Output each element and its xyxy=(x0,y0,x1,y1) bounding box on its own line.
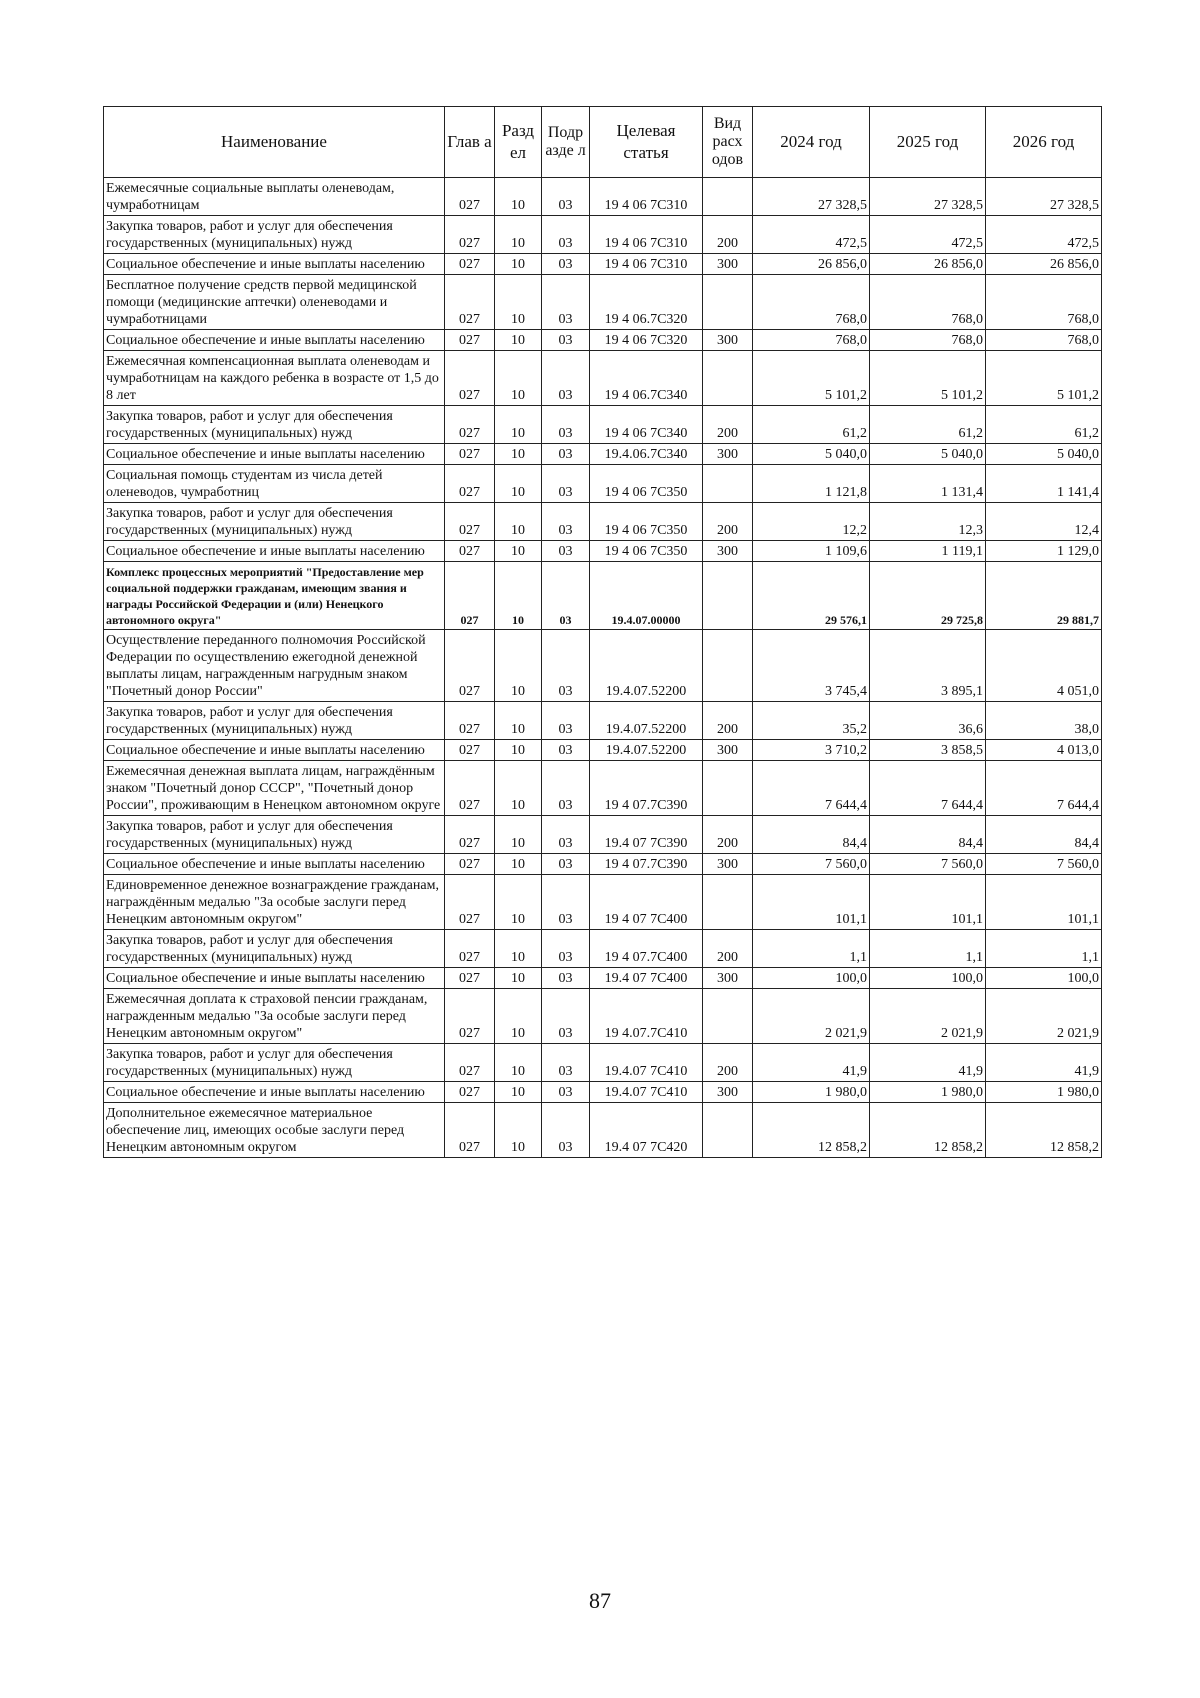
cell-podrazdel: 03 xyxy=(542,330,590,351)
cell-2025: 2 021,9 xyxy=(870,989,986,1044)
cell-2025: 1,1 xyxy=(870,930,986,968)
cell-name: Ежемесячная компенсационная выплата оленеводам и чумработницам на каждого ребенка в возрасте от 1,5 до 8 лет xyxy=(104,351,445,406)
cell-vid: 200 xyxy=(703,930,753,968)
cell-vid: 200 xyxy=(703,816,753,854)
cell-razdel: 10 xyxy=(495,178,542,216)
cell-podrazdel: 03 xyxy=(542,875,590,930)
header-2025: 2025 год xyxy=(870,107,986,178)
table-row xyxy=(104,465,1102,503)
cell-glava: 027 xyxy=(445,351,495,406)
cell-target: 19 4 06 7C350 xyxy=(590,503,703,541)
cell-2026: 27 328,5 xyxy=(986,178,1102,216)
cell-name: Социальное обеспечение и иные выплаты населению xyxy=(104,541,445,562)
cell-2026: 12,4 xyxy=(986,503,1102,541)
cell-glava: 027 xyxy=(445,330,495,351)
cell-vid xyxy=(703,465,753,503)
cell-target: 19 4 07.7C400 xyxy=(590,930,703,968)
cell-2026: 5 101,2 xyxy=(986,351,1102,406)
cell-glava: 027 xyxy=(445,406,495,444)
cell-podrazdel: 03 xyxy=(542,740,590,761)
cell-target: 19.4.07.52200 xyxy=(590,630,703,702)
cell-podrazdel: 03 xyxy=(542,989,590,1044)
cell-2024: 5 040,0 xyxy=(753,444,870,465)
cell-glava: 027 xyxy=(445,562,495,630)
table-row xyxy=(104,216,1102,254)
cell-target: 19.4.06.7C340 xyxy=(590,444,703,465)
cell-razdel: 10 xyxy=(495,761,542,816)
table-row xyxy=(104,630,1102,702)
cell-2024: 1 109,6 xyxy=(753,541,870,562)
cell-2025: 101,1 xyxy=(870,875,986,930)
cell-2024: 768,0 xyxy=(753,275,870,330)
cell-2024: 1 121,8 xyxy=(753,465,870,503)
cell-razdel: 10 xyxy=(495,1082,542,1103)
cell-target: 19 4 07.7C390 xyxy=(590,854,703,875)
cell-glava: 027 xyxy=(445,275,495,330)
cell-glava: 027 xyxy=(445,816,495,854)
cell-razdel: 10 xyxy=(495,740,542,761)
cell-2024: 12 858,2 xyxy=(753,1103,870,1158)
cell-2025: 26 856,0 xyxy=(870,254,986,275)
cell-target: 19.4 07 7C400 xyxy=(590,968,703,989)
header-vid: Вид расх одов xyxy=(703,107,753,178)
cell-target: 19.4.07.00000 xyxy=(590,562,703,630)
cell-podrazdel: 03 xyxy=(542,854,590,875)
table-row xyxy=(104,854,1102,875)
cell-glava: 027 xyxy=(445,178,495,216)
cell-razdel: 10 xyxy=(495,968,542,989)
cell-vid: 300 xyxy=(703,854,753,875)
header-2024: 2024 год xyxy=(753,107,870,178)
cell-2026: 4 051,0 xyxy=(986,630,1102,702)
cell-glava: 027 xyxy=(445,930,495,968)
header-2026: 2026 год xyxy=(986,107,1102,178)
table-row xyxy=(104,989,1102,1044)
table-row xyxy=(104,254,1102,275)
cell-podrazdel: 03 xyxy=(542,444,590,465)
cell-name: Социальная помощь студентам из числа детей оленеводов, чумработниц xyxy=(104,465,445,503)
cell-2024: 3 710,2 xyxy=(753,740,870,761)
cell-razdel: 10 xyxy=(495,254,542,275)
cell-razdel: 10 xyxy=(495,406,542,444)
cell-name: Закупка товаров, работ и услуг для обеспечения государственных (муниципальных) нужд xyxy=(104,930,445,968)
cell-podrazdel: 03 xyxy=(542,761,590,816)
cell-podrazdel: 03 xyxy=(542,178,590,216)
cell-vid xyxy=(703,761,753,816)
cell-2025: 1 119,1 xyxy=(870,541,986,562)
cell-podrazdel: 03 xyxy=(542,930,590,968)
table-header-row xyxy=(104,107,1102,178)
cell-vid xyxy=(703,630,753,702)
cell-2024: 12,2 xyxy=(753,503,870,541)
cell-2026: 41,9 xyxy=(986,1044,1102,1082)
cell-target: 19 4 06 7C310 xyxy=(590,216,703,254)
page-number: 87 xyxy=(589,1588,611,1613)
cell-2025: 12,3 xyxy=(870,503,986,541)
header-name: Наименование xyxy=(104,107,445,178)
cell-vid xyxy=(703,275,753,330)
cell-2024: 84,4 xyxy=(753,816,870,854)
table-row xyxy=(104,1044,1102,1082)
cell-name: Социальное обеспечение и иные выплаты населению xyxy=(104,1082,445,1103)
table-row xyxy=(104,702,1102,740)
cell-2025: 41,9 xyxy=(870,1044,986,1082)
table-row xyxy=(104,968,1102,989)
cell-vid xyxy=(703,989,753,1044)
cell-2024: 768,0 xyxy=(753,330,870,351)
table-row xyxy=(104,740,1102,761)
cell-razdel: 10 xyxy=(495,444,542,465)
cell-2025: 100,0 xyxy=(870,968,986,989)
cell-2026: 7 644,4 xyxy=(986,761,1102,816)
cell-podrazdel: 03 xyxy=(542,968,590,989)
cell-razdel: 10 xyxy=(495,816,542,854)
cell-glava: 027 xyxy=(445,702,495,740)
cell-name: Социальное обеспечение и иные выплаты населению xyxy=(104,740,445,761)
cell-2026: 1 129,0 xyxy=(986,541,1102,562)
cell-target: 19.4.07.52200 xyxy=(590,740,703,761)
table-row xyxy=(104,406,1102,444)
cell-razdel: 10 xyxy=(495,1044,542,1082)
cell-target: 19 4 06.7C320 xyxy=(590,275,703,330)
cell-glava: 027 xyxy=(445,968,495,989)
cell-podrazdel: 03 xyxy=(542,1044,590,1082)
cell-glava: 027 xyxy=(445,254,495,275)
cell-2026: 100,0 xyxy=(986,968,1102,989)
cell-2024: 7 644,4 xyxy=(753,761,870,816)
table-row xyxy=(104,761,1102,816)
cell-2026: 472,5 xyxy=(986,216,1102,254)
cell-name: Осуществление переданного полномочия Российской Федерации по осуществлению ежегодной денежной выплаты лицам, награжденным нагрудным знаком "Почетный донор России" xyxy=(104,630,445,702)
cell-razdel: 10 xyxy=(495,351,542,406)
table-row xyxy=(104,1082,1102,1103)
cell-podrazdel: 03 xyxy=(542,1103,590,1158)
cell-2024: 1 980,0 xyxy=(753,1082,870,1103)
cell-razdel: 10 xyxy=(495,930,542,968)
cell-2024: 7 560,0 xyxy=(753,854,870,875)
cell-name: Ежемесячная доплата к страховой пенсии гражданам, награжденным медалью "За особые заслуги перед Ненецким автономным округом" xyxy=(104,989,445,1044)
cell-vid: 300 xyxy=(703,968,753,989)
cell-2025: 84,4 xyxy=(870,816,986,854)
cell-target: 19 4 06 7C340 xyxy=(590,406,703,444)
table-row xyxy=(104,816,1102,854)
cell-vid: 300 xyxy=(703,254,753,275)
cell-2025: 7 644,4 xyxy=(870,761,986,816)
cell-2025: 61,2 xyxy=(870,406,986,444)
table-row xyxy=(104,930,1102,968)
cell-2025: 768,0 xyxy=(870,330,986,351)
header-target: Целевая статья xyxy=(590,107,703,178)
budget-table xyxy=(103,106,1102,1158)
cell-name: Социальное обеспечение и иные выплаты населению xyxy=(104,854,445,875)
cell-glava: 027 xyxy=(445,1082,495,1103)
cell-name: Единовременное денежное вознаграждение гражданам, награждённым медалью "За особые заслуги перед Ненецким автономным округом" xyxy=(104,875,445,930)
cell-2024: 41,9 xyxy=(753,1044,870,1082)
cell-2024: 35,2 xyxy=(753,702,870,740)
cell-2026: 26 856,0 xyxy=(986,254,1102,275)
cell-name: Закупка товаров, работ и услуг для обеспечения государственных (муниципальных) нужд xyxy=(104,702,445,740)
cell-razdel: 10 xyxy=(495,702,542,740)
table-body xyxy=(104,178,1102,1158)
cell-podrazdel: 03 xyxy=(542,541,590,562)
cell-razdel: 10 xyxy=(495,875,542,930)
cell-vid xyxy=(703,1103,753,1158)
cell-2024: 27 328,5 xyxy=(753,178,870,216)
cell-podrazdel: 03 xyxy=(542,630,590,702)
cell-vid: 200 xyxy=(703,702,753,740)
cell-glava: 027 xyxy=(445,216,495,254)
cell-2025: 768,0 xyxy=(870,275,986,330)
cell-2026: 4 013,0 xyxy=(986,740,1102,761)
cell-2024: 3 745,4 xyxy=(753,630,870,702)
cell-name: Закупка товаров, работ и услуг для обеспечения государственных (муниципальных) нужд xyxy=(104,816,445,854)
cell-2025: 3 858,5 xyxy=(870,740,986,761)
cell-podrazdel: 03 xyxy=(542,562,590,630)
cell-2025: 36,6 xyxy=(870,702,986,740)
cell-2024: 29 576,1 xyxy=(753,562,870,630)
cell-2024: 472,5 xyxy=(753,216,870,254)
cell-podrazdel: 03 xyxy=(542,1082,590,1103)
cell-razdel: 10 xyxy=(495,216,542,254)
cell-2025: 29 725,8 xyxy=(870,562,986,630)
cell-podrazdel: 03 xyxy=(542,816,590,854)
cell-2025: 5 040,0 xyxy=(870,444,986,465)
cell-target: 19 4 06 7C350 xyxy=(590,541,703,562)
cell-name: Закупка товаров, работ и услуг для обеспечения государственных (муниципальных) нужд xyxy=(104,1044,445,1082)
cell-target: 19.4.07.52200 xyxy=(590,702,703,740)
cell-glava: 027 xyxy=(445,630,495,702)
cell-target: 19 4 07.7C390 xyxy=(590,761,703,816)
cell-2025: 7 560,0 xyxy=(870,854,986,875)
cell-2025: 1 131,4 xyxy=(870,465,986,503)
cell-razdel: 10 xyxy=(495,630,542,702)
cell-name: Комплекс процессных мероприятий "Предоставление мер социальной поддержки гражданам, имеющим звания и награды Российской Федерации и (или) Ненецкого автономного округа" xyxy=(104,562,445,630)
cell-name: Закупка товаров, работ и услуг для обеспечения государственных (муниципальных) нужд xyxy=(104,216,445,254)
cell-vid xyxy=(703,178,753,216)
cell-glava: 027 xyxy=(445,854,495,875)
cell-vid xyxy=(703,875,753,930)
cell-vid: 300 xyxy=(703,1082,753,1103)
cell-glava: 027 xyxy=(445,761,495,816)
cell-2024: 1,1 xyxy=(753,930,870,968)
cell-podrazdel: 03 xyxy=(542,503,590,541)
cell-podrazdel: 03 xyxy=(542,275,590,330)
cell-name: Дополнительное ежемесячное материальное обеспечение лиц, имеющих особые заслуги перед Ненецким автономным округом xyxy=(104,1103,445,1158)
cell-vid xyxy=(703,351,753,406)
cell-name: Бесплатное получение средств первой медицинской помощи (медицинские аптечки) оленеводами и чумработницами xyxy=(104,275,445,330)
cell-2026: 2 021,9 xyxy=(986,989,1102,1044)
cell-target: 19.4 07 7C420 xyxy=(590,1103,703,1158)
cell-2024: 26 856,0 xyxy=(753,254,870,275)
cell-glava: 027 xyxy=(445,740,495,761)
cell-vid: 200 xyxy=(703,216,753,254)
table-row xyxy=(104,1103,1102,1158)
cell-2026: 38,0 xyxy=(986,702,1102,740)
cell-podrazdel: 03 xyxy=(542,406,590,444)
cell-name: Ежемесячные социальные выплаты оленеводам, чумработницам xyxy=(104,178,445,216)
cell-2025: 472,5 xyxy=(870,216,986,254)
cell-razdel: 10 xyxy=(495,330,542,351)
cell-razdel: 10 xyxy=(495,854,542,875)
table-row xyxy=(104,444,1102,465)
table-row xyxy=(104,178,1102,216)
cell-2025: 5 101,2 xyxy=(870,351,986,406)
cell-2026: 101,1 xyxy=(986,875,1102,930)
cell-razdel: 10 xyxy=(495,541,542,562)
cell-2026: 5 040,0 xyxy=(986,444,1102,465)
table-row xyxy=(104,275,1102,330)
cell-2026: 1 980,0 xyxy=(986,1082,1102,1103)
cell-vid xyxy=(703,562,753,630)
header-razdel: Разд ел xyxy=(495,107,542,178)
cell-2026: 7 560,0 xyxy=(986,854,1102,875)
cell-podrazdel: 03 xyxy=(542,216,590,254)
cell-name: Социальное обеспечение и иные выплаты населению xyxy=(104,330,445,351)
cell-razdel: 10 xyxy=(495,503,542,541)
cell-razdel: 10 xyxy=(495,562,542,630)
cell-2025: 27 328,5 xyxy=(870,178,986,216)
cell-name: Закупка товаров, работ и услуг для обеспечения государственных (муниципальных) нужд xyxy=(104,406,445,444)
cell-razdel: 10 xyxy=(495,275,542,330)
cell-target: 19 4 06 7C310 xyxy=(590,178,703,216)
cell-target: 19 4 06 7C320 xyxy=(590,330,703,351)
cell-vid: 300 xyxy=(703,740,753,761)
cell-target: 19.4.07 7C410 xyxy=(590,1082,703,1103)
table-row xyxy=(104,541,1102,562)
table-row xyxy=(104,503,1102,541)
cell-2026: 29 881,7 xyxy=(986,562,1102,630)
cell-2024: 100,0 xyxy=(753,968,870,989)
cell-2024: 101,1 xyxy=(753,875,870,930)
cell-podrazdel: 03 xyxy=(542,254,590,275)
cell-target: 19 4 06.7C340 xyxy=(590,351,703,406)
cell-vid: 300 xyxy=(703,444,753,465)
header-glava: Глав а xyxy=(445,107,495,178)
cell-2026: 61,2 xyxy=(986,406,1102,444)
cell-vid: 200 xyxy=(703,406,753,444)
cell-2026: 768,0 xyxy=(986,330,1102,351)
table-row xyxy=(104,562,1102,630)
cell-podrazdel: 03 xyxy=(542,351,590,406)
cell-2026: 768,0 xyxy=(986,275,1102,330)
cell-name: Ежемесячная денежная выплата лицам, награждённым знаком "Почетный донор СССР", "Почетный донор России", проживающим в Ненецком автономном округе xyxy=(104,761,445,816)
cell-2026: 12 858,2 xyxy=(986,1103,1102,1158)
cell-target: 19 4.07.7C410 xyxy=(590,989,703,1044)
cell-glava: 027 xyxy=(445,875,495,930)
cell-2024: 61,2 xyxy=(753,406,870,444)
cell-name: Социальное обеспечение и иные выплаты населению xyxy=(104,254,445,275)
cell-glava: 027 xyxy=(445,444,495,465)
cell-razdel: 10 xyxy=(495,989,542,1044)
cell-razdel: 10 xyxy=(495,465,542,503)
cell-glava: 027 xyxy=(445,541,495,562)
cell-2025: 3 895,1 xyxy=(870,630,986,702)
cell-target: 19 4 07 7C400 xyxy=(590,875,703,930)
cell-name: Закупка товаров, работ и услуг для обеспечения государственных (муниципальных) нужд xyxy=(104,503,445,541)
cell-2026: 1 141,4 xyxy=(986,465,1102,503)
cell-glava: 027 xyxy=(445,989,495,1044)
cell-glava: 027 xyxy=(445,1103,495,1158)
header-podrazdel: Подр азде л xyxy=(542,107,590,178)
cell-target: 19.4 07 7C390 xyxy=(590,816,703,854)
cell-vid: 200 xyxy=(703,1044,753,1082)
cell-target: 19 4 06 7C310 xyxy=(590,254,703,275)
table-row xyxy=(104,330,1102,351)
cell-2025: 1 980,0 xyxy=(870,1082,986,1103)
cell-2024: 5 101,2 xyxy=(753,351,870,406)
cell-2026: 1,1 xyxy=(986,930,1102,968)
cell-2025: 12 858,2 xyxy=(870,1103,986,1158)
cell-2026: 84,4 xyxy=(986,816,1102,854)
cell-glava: 027 xyxy=(445,503,495,541)
cell-podrazdel: 03 xyxy=(542,702,590,740)
cell-vid: 200 xyxy=(703,503,753,541)
cell-name: Социальное обеспечение и иные выплаты населению xyxy=(104,444,445,465)
cell-vid: 300 xyxy=(703,330,753,351)
table-row xyxy=(104,875,1102,930)
cell-podrazdel: 03 xyxy=(542,465,590,503)
cell-name: Социальное обеспечение и иные выплаты населению xyxy=(104,968,445,989)
cell-target: 19 4 06 7C350 xyxy=(590,465,703,503)
cell-razdel: 10 xyxy=(495,1103,542,1158)
cell-vid: 300 xyxy=(703,541,753,562)
table-row xyxy=(104,351,1102,406)
cell-glava: 027 xyxy=(445,465,495,503)
cell-glava: 027 xyxy=(445,1044,495,1082)
cell-target: 19.4.07 7C410 xyxy=(590,1044,703,1082)
cell-2024: 2 021,9 xyxy=(753,989,870,1044)
